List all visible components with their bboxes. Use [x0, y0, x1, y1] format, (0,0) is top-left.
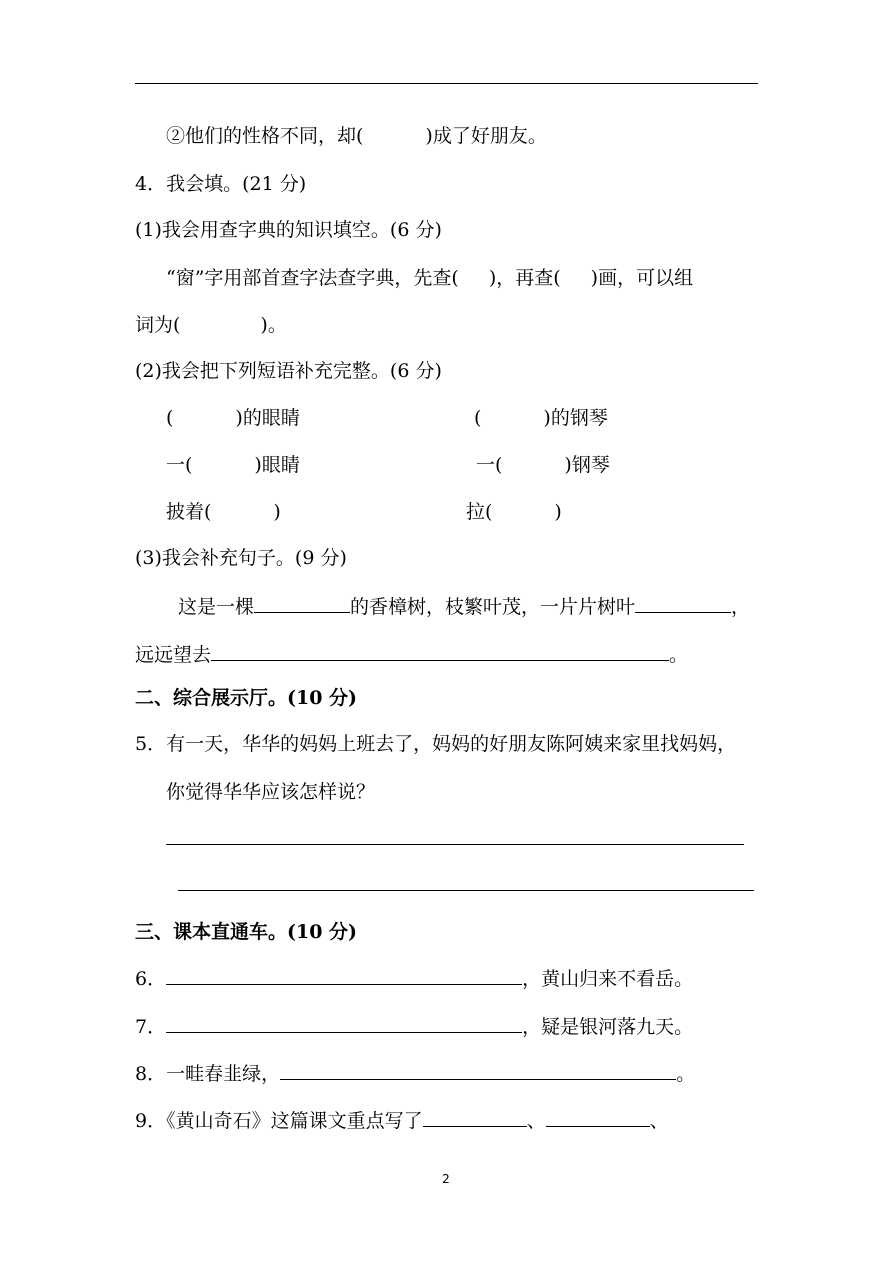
question-4-2-title: (2)我会把下列短语补充完整。(6 分)	[135, 360, 442, 382]
phrase-piano-1: ( )的钢琴	[474, 407, 608, 429]
answer-line[interactable]	[178, 890, 754, 891]
question-4-3-line-1: 这是一棵 的香樟树，枝繁叶茂，一片片树叶 ，	[178, 596, 751, 618]
question-4-1-line-1: “窗”字用部首查字法查字典，先查( )，再查( )画，可以组	[166, 267, 694, 289]
answer-underline[interactable]	[166, 1014, 522, 1033]
question-5-line-1: 5．有一天，华华的妈妈上班去了，妈妈的好朋友陈阿姨来家里找妈妈，	[135, 733, 737, 755]
answer-underline[interactable]	[166, 966, 522, 985]
question-5-line-2: 你觉得华华应该怎样说？	[166, 781, 376, 803]
page-number: 2	[442, 1172, 450, 1186]
question-9: 9．《黄山奇石》这篇课文重点写了 、 、	[135, 1110, 669, 1132]
phrase-eyes-2: 一( )眼睛	[166, 454, 300, 476]
answer-underline[interactable]	[546, 1108, 650, 1127]
header-rule	[135, 83, 758, 84]
section-2-title: 二、综合展示厅。(10 分)	[135, 687, 358, 709]
answer-underline[interactable]	[280, 1061, 676, 1080]
question-4-1-line-2: 词为( )。	[135, 314, 287, 336]
question-4-3-title: (3)我会补充句子。(9 分)	[135, 547, 347, 569]
answer-underline[interactable]	[635, 594, 731, 613]
question-6: 6． ，黄山归来不看岳。	[135, 968, 694, 990]
phrase-eyes-1: ( )的眼睛	[166, 407, 300, 429]
answer-line[interactable]	[166, 844, 744, 845]
phrase-wearing: 披着( )	[166, 501, 281, 523]
answer-underline[interactable]	[254, 594, 350, 613]
phrase-piano-2: 一( )钢琴	[476, 454, 610, 476]
question-4-3-line-2: 远远望去 。	[135, 644, 689, 666]
question-4-1-title: (1)我会用查字典的知识填空。(6 分)	[135, 219, 442, 241]
answer-underline[interactable]	[211, 642, 669, 661]
question-4-title: 4．我会填。(21 分)	[135, 173, 307, 195]
question-8: 8．一畦春韭绿， 。	[135, 1063, 696, 1085]
answer-underline[interactable]	[423, 1108, 527, 1127]
section-3-title: 三、课本直通车。(10 分)	[135, 921, 358, 943]
phrase-pull: 拉( )	[466, 501, 562, 523]
question-7: 7． ，疑是银河落九天。	[135, 1016, 694, 1038]
question-3-item-2: ②他们的性格不同，却( )成了好朋友。	[166, 125, 547, 147]
